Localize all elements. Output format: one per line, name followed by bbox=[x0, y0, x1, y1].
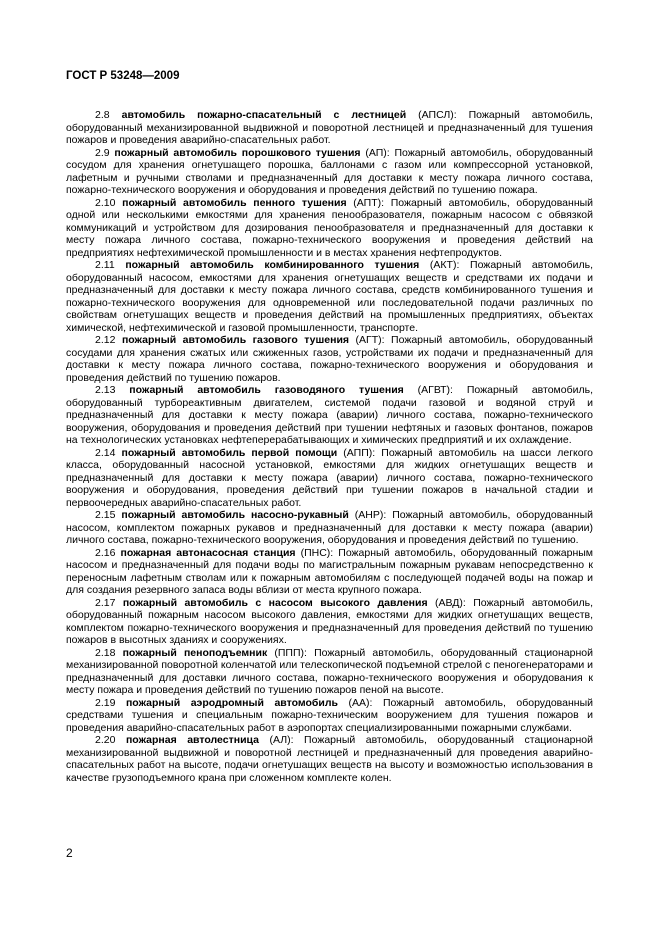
entry-term: пожарная автонасосная станция bbox=[120, 546, 296, 559]
entry-definition: Пожарный автомобиль, оборудованный пожарным насосом и предназначенный для подачи воды по магистральным пожарным рукавам непосредственно к переносным лафетным стволам или к пожарным автомобилям с последующей подачей воды на пожар и для создания резервного запаса воды вблизи от места крупного пожара. bbox=[66, 546, 594, 596]
term-entry bbox=[66, 647, 593, 697]
entry-abbreviation: (АПСЛ): bbox=[418, 109, 457, 121]
entry-definition: Пожарный автомобиль, оборудованный механизированной выдвижной и поворотной лестницей и предназначенный для тушения пожаров и проведения аварийно-спасательных работ. bbox=[66, 109, 593, 146]
entry-term: автомобиль пожарно-спасательный с лестницей bbox=[121, 109, 407, 121]
entry-abbreviation: (АКТ): bbox=[429, 259, 460, 271]
entry-term: пожарная автолестница bbox=[125, 734, 259, 746]
entry-term: пожарный автомобиль пенного тушения bbox=[122, 196, 347, 209]
entry-definition: Пожарный автомобиль, оборудованный пожарным насосом высокого давления, емкостями для жидких огнетушащих веществ, комплектом пожарно-технического вооружения и предназначенный для проведения действий по тушению пожаров в высотных зданиях и сооружениях. bbox=[66, 596, 593, 646]
entry-abbreviation: (АП): bbox=[365, 146, 390, 159]
entry-term: пожарный автомобиль комбинированного тушения bbox=[125, 259, 420, 271]
entry-term: пожарный пеноподъемник bbox=[122, 646, 268, 659]
entry-definition: Пожарный автомобиль, оборудованный насосом, емкостями для хранения огнетушащих веществ и средствами их подачи и предназначенный для доставки к месту пожара личного состава, средств комбинированного тушения и пожарно-технического вооружения для одновременной или последовательной подачи различных по свойствам огнетушащих веществ и проведения действий на промышленных предприятиях, объектах химической, нефтехимической и газовой промышленности, транспорте. bbox=[66, 259, 594, 334]
term-entry bbox=[66, 384, 593, 447]
entry-abbreviation: (АЛ): bbox=[269, 734, 294, 746]
entry-definition: Пожарный автомобиль, оборудованный одной или несколькими емкостями для хранения пенообразователя, пожарным насосом с обвязкой коммуникаций и устройством для дозирования пенообразователя и предназначенный для доставки к месту пожара личного состава, пожарно-технического вооружения и проведения действий на предприятиях нефтехимической промышленности и в местах хранения нефтепродуктов. bbox=[66, 196, 594, 259]
page-header: ГОСТ Р 53248—2009 bbox=[66, 70, 180, 82]
term-entry bbox=[66, 147, 593, 197]
term-entry bbox=[66, 734, 593, 784]
entry-number: 2.10 bbox=[95, 196, 116, 209]
entry-abbreviation: (АПТ): bbox=[353, 196, 385, 209]
entry-definition: Пожарный автомобиль на шасси легкого класса, оборудованный насосной установкой, емкостями для жидких огнетушащих веществ и предназначенный для доставки к месту пожара (аварии) личного состава, пожарно-технического вооружения и оборудования, проведения действий при тушении пожаров в начальной стадии и первоочередных аварийно-спасательных работ. bbox=[66, 446, 594, 509]
entry-abbreviation: (АВД): bbox=[435, 596, 466, 609]
entry-number: 2.8 bbox=[95, 109, 110, 121]
entry-definition: Пожарный автомобиль, оборудованный средствами тушения и специальным пожарно-техническим вооружением для тушения пожаров и проведения аварийно-спасательных работ в аэропортах специализированными пожарными службами. bbox=[66, 696, 593, 734]
entry-number: 2.20 bbox=[95, 734, 116, 746]
term-entry bbox=[66, 259, 593, 334]
entry-abbreviation: (ПНС): bbox=[300, 546, 334, 559]
entry-term: пожарный автомобиль насосно-рукавный bbox=[121, 509, 349, 521]
entry-term: пожарный аэродромный автомобиль bbox=[125, 696, 338, 709]
entry-number: 2.14 bbox=[95, 446, 116, 459]
entry-number: 2.11 bbox=[95, 259, 115, 271]
entry-number: 2.19 bbox=[95, 696, 116, 709]
entry-definition: Пожарный автомобиль, оборудованный сосудом для хранения огнетушащего порошка, баллонами с газом или компрессорной установкой, лафетным и ручными стволами и предназначенный для доставки к месту пожара личного состава, пожарно-технического вооружения и оборудования и проведения действий по тушению пожара. bbox=[66, 146, 593, 196]
entry-abbreviation: (АГВТ): bbox=[417, 384, 453, 396]
entry-number: 2.12 bbox=[95, 334, 116, 346]
entry-abbreviation: (АПП): bbox=[343, 446, 376, 459]
entry-number: 2.15 bbox=[95, 509, 116, 521]
entry-term: пожарный автомобиль газоводяного тушения bbox=[129, 384, 404, 396]
entry-term: пожарный автомобиль с насосом высокого давления bbox=[122, 596, 428, 609]
entry-definition: Пожарный автомобиль, оборудованный стационарной механизированной выдвижной и поворотной лестницей и предназначенный для проведения аварийно-спасательных работ на высоте, подачи огнетушащих веществ на высоту и возможностью использования в качестве грузоподъемного крана при сложенном комплекте колен. bbox=[66, 734, 593, 784]
entry-number: 2.13 bbox=[95, 384, 116, 396]
term-entry bbox=[66, 509, 593, 547]
entry-term: пожарный автомобиль газового тушения bbox=[121, 334, 350, 346]
entry-number: 2.9 bbox=[95, 146, 110, 159]
entry-number: 2.16 bbox=[95, 546, 116, 559]
term-entry bbox=[66, 547, 593, 597]
entry-number: 2.17 bbox=[95, 596, 116, 609]
entry-term: пожарный автомобиль первой помощи bbox=[121, 446, 338, 459]
term-entry bbox=[66, 197, 593, 260]
entry-definition: Пожарный автомобиль, оборудованный стационарной механизированной поворотной коленчатой или телескопической подъемной стрелой с пеногенераторами и предназначенный для доставки личного состава, пожарно-технического вооружения и оборудования к месту пожара и проведения действий по тушению пожаров пеной на высоте. bbox=[66, 646, 593, 696]
term-entry bbox=[66, 334, 593, 384]
entry-term: пожарный автомобиль порошкового тушения bbox=[114, 146, 361, 159]
terms-list bbox=[66, 109, 593, 784]
entry-abbreviation: (АГТ): bbox=[355, 334, 385, 346]
term-entry bbox=[66, 109, 593, 147]
entry-definition: Пожарный автомобиль, оборудованный турбореактивным двигателем, системой подачи газовой и водяной струй и предназначенный для доставки к месту пожара (аварии) личного состава, пожарно-технического вооружения, оборудования и проведения действий при тушении нефтяных и газовых фонтанов, пожаров на технологических установках нефтеперерабатывающих и химических предприятий и их охлаждение. bbox=[66, 384, 593, 446]
term-entry bbox=[66, 697, 593, 735]
entry-abbreviation: (АА): bbox=[348, 696, 373, 709]
term-entry bbox=[66, 597, 593, 647]
page-number: 2 bbox=[66, 846, 73, 860]
entry-abbreviation: (ППП): bbox=[274, 646, 307, 659]
term-entry bbox=[66, 447, 593, 510]
entry-abbreviation: (АНР): bbox=[354, 509, 387, 521]
entry-definition: Пожарный автомобиль, оборудованный насосом, комплектом пожарных рукавов и предназначенный для доставки к месту пожара (аварии) личного состава, пожарно-технического вооружения, оборудования и проведения действий по тушению. bbox=[66, 509, 593, 546]
entry-definition: Пожарный автомобиль, оборудованный сосудами для хранения сжатых или сжиженных газов, устройствами их подачи и предназначенный для доставки к месту пожара личного состава, пожарно-технического вооружения и оборудования и проведения действий по тушению пожаров. bbox=[66, 334, 593, 384]
entry-number: 2.18 bbox=[95, 646, 116, 659]
